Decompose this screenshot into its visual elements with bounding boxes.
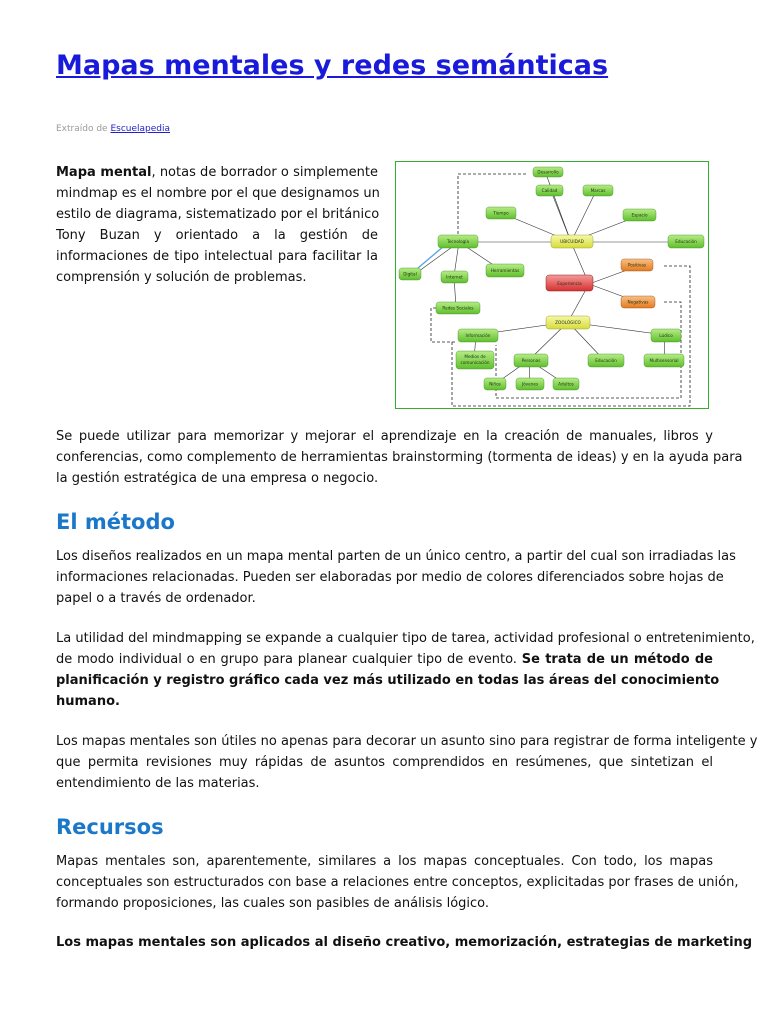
node-redes-sociales	[436, 302, 480, 314]
heading-recursos: Recursos	[56, 815, 164, 839]
node-adultos	[553, 378, 579, 390]
svg-text:Espacio: Espacio	[631, 212, 648, 218]
page-title[interactable]: Mapas mentales y redes semánticas	[56, 50, 609, 81]
source-link[interactable]: Escuelapedia	[110, 124, 171, 134]
svg-text:Positivas: Positivas	[627, 262, 647, 268]
node-experiencia	[546, 275, 593, 291]
svg-text:Multisensorial: Multisensorial	[649, 358, 679, 363]
metodo2-line-4: humano.	[56, 694, 120, 709]
intro-bold-term: Mapa mental	[56, 165, 152, 180]
svg-text:Medios de: Medios de	[464, 354, 486, 359]
node-calidad	[536, 185, 563, 196]
intro-line-3: estilo de diagrama, sistematizado por el británico	[56, 207, 380, 222]
node-educacion-top	[668, 235, 704, 248]
uses-line-2: conferencias, como complemento de herramientas brainstorming (tormenta de ideas) y en la ayuda para	[56, 450, 743, 465]
mindmap-highlight-arrow	[418, 246, 444, 268]
recursos1-line-1: Mapas mentales son, aparentemente, similares a los mapas conceptuales. Con todo, los mapas	[56, 854, 713, 869]
node-marcas	[583, 185, 613, 196]
svg-text:Educación: Educación	[675, 239, 697, 244]
node-personas	[514, 354, 548, 367]
node-jovenes	[516, 378, 544, 390]
paragraph-recursos-2	[56, 932, 753, 953]
node-informacion	[458, 329, 498, 342]
node-digital	[399, 268, 421, 280]
svg-text:Marcas: Marcas	[590, 188, 606, 193]
node-zoologico	[546, 316, 590, 329]
svg-text:Tecnología: Tecnología	[446, 239, 470, 244]
intro-line-6: comprensión y solución de problemas.	[56, 270, 307, 285]
node-educacion	[588, 354, 624, 367]
heading-el-metodo: El método	[56, 510, 175, 534]
recursos2-line-1: Los mapas mentales son aplicados al diseño creativo, memorización, estrategias de marketing	[56, 935, 753, 950]
source-attribution	[56, 124, 170, 134]
node-desarrollo	[533, 167, 563, 177]
node-herramientas	[486, 264, 524, 277]
node-espacio	[623, 209, 656, 221]
mindmap-diagram	[396, 162, 708, 408]
node-ninos	[484, 378, 506, 390]
paragraph-metodo-1	[56, 546, 736, 609]
node-tecnologia	[438, 235, 478, 248]
svg-text:Digital: Digital	[403, 271, 417, 277]
node-ubicuidad	[551, 235, 593, 248]
metodo2-bold-start: Se trata de un método de	[521, 652, 713, 667]
metodo3-line-3: entendimiento de las materias.	[56, 776, 260, 791]
node-negativas	[621, 296, 655, 308]
node-tiempo	[486, 207, 516, 219]
svg-text:Información: Información	[465, 333, 491, 338]
svg-text:Herramientas: Herramientas	[490, 268, 520, 273]
svg-text:Experiencia: Experiencia	[557, 281, 582, 286]
svg-text:Adultos: Adultos	[558, 381, 574, 387]
node-medios-comunicacion	[456, 351, 494, 369]
node-internet	[441, 271, 468, 283]
intro-line-1: Mapa mental, notas de borrador o simplemente	[56, 165, 379, 180]
svg-text:Tiempo: Tiempo	[493, 210, 509, 216]
metodo1-line-1: Los diseños realizados en un mapa mental parten de un único centro, a partir del cual son irradiadas las	[56, 549, 736, 564]
node-multisensorial	[644, 354, 684, 367]
svg-text:Niños: Niños	[489, 381, 501, 387]
paragraph-metodo-2	[56, 628, 755, 712]
paragraph-recursos-1	[56, 851, 739, 914]
svg-text:UBICUIDAD: UBICUIDAD	[560, 239, 584, 244]
intro-line-2: mindmap es el nombre por el que designamos un	[56, 186, 380, 201]
source-prefix: Extraído de	[56, 124, 111, 134]
intro-line-5: informaciones de tipo intelectual para facilitar la	[56, 249, 378, 264]
svg-text:Lúdico: Lúdico	[659, 333, 673, 338]
metodo2-line-2: de modo individual o en grupo para planear cualquier tipo de evento. Se trata de un método de	[56, 652, 713, 667]
metodo2-line-1: La utilidad del mindmapping se expande a cualquier tipo de tarea, actividad profesional o entretenimiento,	[56, 631, 755, 646]
svg-text:Personas: Personas	[521, 358, 541, 363]
uses-line-1: Se puede utilizar para memorizar y mejorar el aprendizaje en la creación de manuales, libros y	[56, 429, 713, 444]
svg-text:Redes Sociales: Redes Sociales	[442, 305, 474, 311]
metodo1-line-3: papel o a través de ordenador.	[56, 591, 256, 606]
svg-text:Desarrollo: Desarrollo	[537, 169, 559, 175]
metodo1-line-2: informaciones relacionadas. Pueden ser elaboradas por medio de colores diferenciados sobre hojas de	[56, 570, 724, 585]
mindmap-figure	[395, 161, 709, 409]
svg-text:ZOOLÓGICO: ZOOLÓGICO	[555, 320, 581, 325]
svg-text:comunicación: comunicación	[460, 360, 490, 365]
svg-text:Jóvenes: Jóvenes	[521, 381, 539, 387]
node-ludico	[651, 329, 681, 342]
metodo3-line-1: Los mapas mentales son útiles no apenas para decorar un asunto sino para registrar de forma inteligente y	[56, 734, 758, 749]
metodo2-line-3: planificación y registro gráfico cada vez más utilizado en todas las áreas del conocimiento	[56, 673, 720, 688]
svg-text:Internet: Internet	[446, 274, 463, 280]
svg-text:Educación: Educación	[595, 358, 617, 363]
recursos1-line-2: conceptuales son estructurados con base a relaciones entre conceptos, explicitadas por frases de unión,	[56, 875, 739, 890]
metodo3-line-2: que permita revisiones muy rápidas de asuntos comprendidos en resúmenes, que sintetizan el	[56, 755, 713, 770]
svg-text:Calidad: Calidad	[541, 188, 558, 193]
svg-text:Negativas: Negativas	[627, 299, 649, 305]
node-positivas	[621, 259, 653, 271]
recursos1-line-3: formando proposiciones, las cuales son pasibles de análisis lógico.	[56, 896, 490, 911]
paragraph-uses	[56, 426, 743, 489]
intro-paragraph	[56, 162, 378, 288]
intro-line-4: Tony Buzan y orientado a la gestión de	[56, 228, 378, 243]
paragraph-metodo-3	[56, 731, 758, 794]
uses-line-3: la gestión estratégica de una empresa o negocio.	[56, 471, 379, 486]
mindmap-nodes	[399, 167, 704, 390]
